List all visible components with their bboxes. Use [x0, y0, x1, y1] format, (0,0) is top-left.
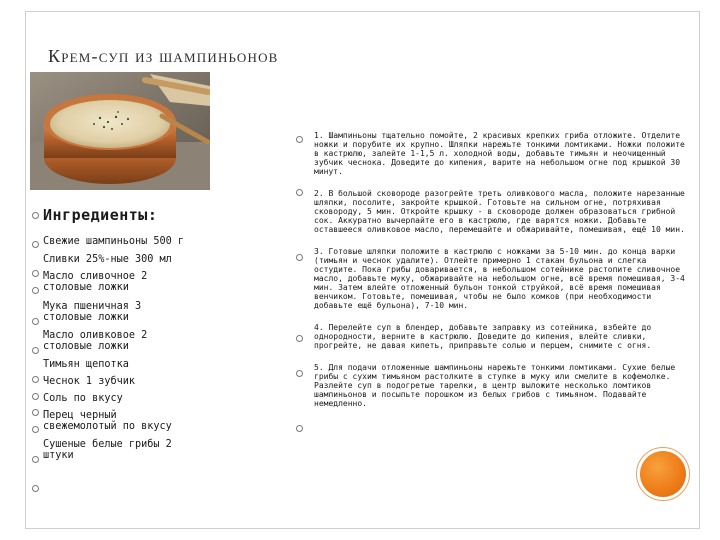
bullet-icon: [32, 347, 39, 354]
bullet-icon: [32, 376, 39, 383]
bullet-icon: [32, 318, 39, 325]
bullet-icon: [296, 136, 303, 143]
ingredient-item: Сливки 25%-ные 300 мл: [43, 254, 172, 265]
bullet-icon: [32, 393, 39, 400]
bullet-icon: [32, 409, 39, 416]
recipe-step: 1. Шампиньоны тщательно помойте, 2 красивых крепких гриба отложите. Отделите ножки и порубите их крупно. Шляпки нарежьте тонкими ломтиками. Ножки положите в кастрюлю, залейте 1-1,5 л. холодной воды, добавьте тимьян и неочищенный зубчик чеснока. Доведите до кипения, варите на небольшом огне под крышкой 30 минут.: [314, 131, 685, 176]
ingredient-item: Мука пшеничная 3 столовые ложки: [43, 301, 142, 323]
recipe-step: 5. Для подачи отложенные шампиньоны нарежьте тонкими ломтиками. Сухие белые грибы с сухим тимьяном растолките в ступке в муку или смелите в кофемолке. Разлейте суп в подогретые тарелки, в центр выложите несколько ломтиков шампиньонов и посыпьте порошком из белых грибов с тимьяном. Подавайте немедленно.: [314, 363, 676, 408]
recipe-steps: [314, 131, 694, 408]
bullet-icon: [32, 270, 39, 277]
bullet-icon: [32, 426, 39, 433]
slide-title: Крем-суп из шампиньонов: [48, 46, 279, 66]
ingredient-item: Тимьян щепотка: [43, 359, 129, 370]
recipe-step: 3. Готовые шляпки положите в кастрюлю с ножками за 5-10 мин. до конца варки (тимьян и чеснок удалите). Отлейте примерно 1 стакан бульона и слегка остудите. Пока грибы доваривается, в небольшом сотейнике растопите сливочное масло, добавьте муку, обжаривайте на небольшом огне, всё время помешивая, 3-4 мин. Затем влейте отложенный бульон тонкой струйкой, всё время помешивая венчиком. Готовьте, помешивая, чтобы не было комков (при необходимости добавьте ещё бульона), 7-10 мин.: [314, 247, 685, 310]
top-rule: [25, 11, 700, 12]
ingredients-heading: Ингредиенты:: [43, 206, 158, 224]
bullet-icon: [296, 425, 303, 432]
bullet-icon: [32, 287, 39, 294]
bullet-icon: [296, 189, 303, 196]
bullet-icon: [32, 485, 39, 492]
ingredient-item: Свежие шампиньоны 500 г: [43, 236, 185, 247]
decorative-orange-circle: [640, 451, 686, 497]
ingredient-item: Масло сливочное 2 столовые ложки: [43, 271, 148, 293]
ingredients-list: [43, 236, 193, 461]
bullet-icon: [296, 370, 303, 377]
bullet-icon: [296, 335, 303, 342]
soup-photo: [30, 72, 210, 190]
bullet-icon: [296, 254, 303, 261]
right-rule: [699, 11, 700, 529]
left-rule: [25, 11, 26, 529]
recipe-step: 2. В большой сковороде разогрейте треть оливкового масла, положите нарезанные шляпки, посолите, закройте крышкой. Готовьте на сильном огне, потряхивая сковороду, 5 мин. Откройте крышку - в сковороде должен образоваться грибной сок. Аккуратно вычерпайте его в кастрюлю, где варятся ножки. Добавьте оставшееся оливковое масло, перемешайте и обжаривайте, помешивая, ещё 10 мин.: [314, 189, 685, 234]
bullet-icon: [32, 456, 39, 463]
bullet-icon: [32, 241, 39, 248]
ingredient-item: Масло оливковое 2 столовые ложки: [43, 330, 148, 352]
ingredient-item: Соль по вкусу: [43, 393, 123, 404]
ingredient-item: Перец черный свежемолотый по вкусу: [43, 410, 172, 432]
ingredient-item: Сушеные белые грибы 2 штуки: [43, 439, 172, 461]
ingredient-item: Чеснок 1 зубчик: [43, 376, 136, 387]
bottom-rule: [25, 528, 700, 529]
recipe-step: 4. Перелейте суп в блендер, добавьте заправку из сотейника, взбейте до однородности, верните в кастрюлю. Доведите до кипения, влейте сливки, прогрейте, не давая кипеть, приправьте солью и перцем, снимите с огня.: [314, 323, 652, 350]
bullet-icon: [32, 212, 39, 219]
